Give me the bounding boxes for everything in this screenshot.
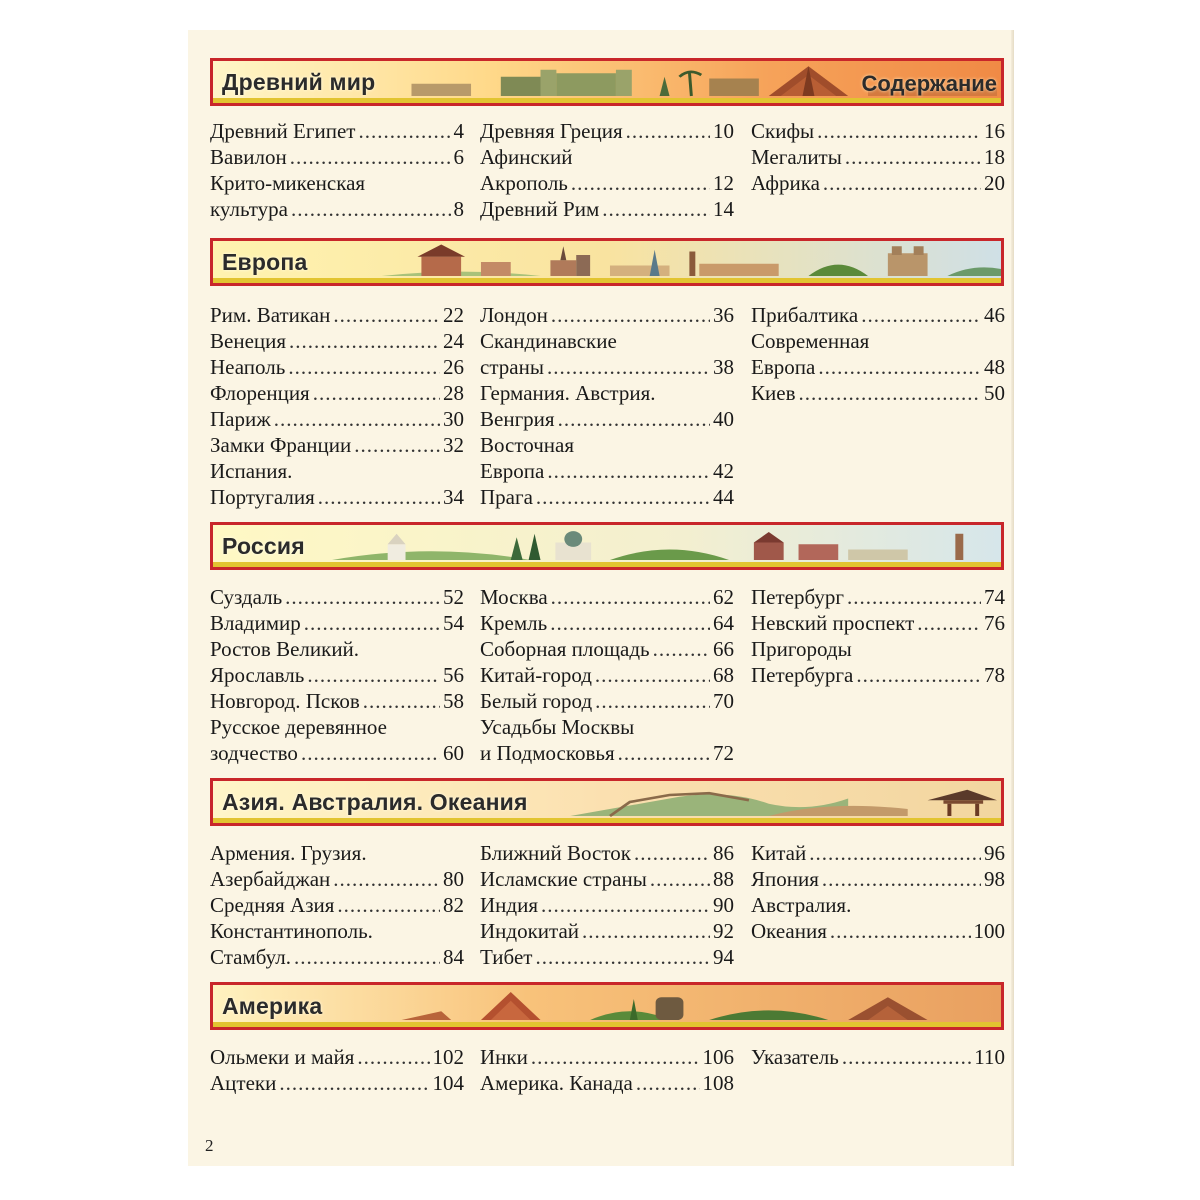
- toc-entry[interactable]: [480, 610, 734, 636]
- toc-entry[interactable]: [480, 170, 734, 196]
- toc-entry-title: страны: [480, 355, 544, 379]
- dot-leader: [558, 406, 710, 432]
- toc-entry-line: Скандинавские: [480, 329, 617, 353]
- dot-leader: [536, 484, 710, 510]
- toc-page-number: 78: [984, 663, 1005, 687]
- page-number: 2: [205, 1136, 214, 1155]
- toc-page-number: 24: [443, 329, 464, 353]
- section-banner-ancient-world: [210, 58, 1004, 106]
- dot-leader: [274, 406, 440, 432]
- section-banner-asia: [210, 778, 1004, 826]
- toc-entry-title: культура: [210, 197, 288, 221]
- toc-entry[interactable]: [751, 610, 1005, 636]
- dot-leader: [818, 354, 981, 380]
- dot-leader: [285, 584, 440, 610]
- toc-page-number: 34: [443, 485, 464, 509]
- toc-column-europe-2: [480, 302, 734, 510]
- toc-column-asia-2: [480, 840, 734, 970]
- toc-page-number: 16: [984, 119, 1005, 143]
- toc-entry-title: Замки Франции: [210, 433, 352, 457]
- toc-entry[interactable]: [480, 636, 734, 662]
- toc-entry-title: Акрополь: [480, 171, 568, 195]
- toc-entry[interactable]: [210, 328, 464, 354]
- toc-page-number: 32: [443, 433, 464, 457]
- toc-entry[interactable]: [751, 584, 1005, 610]
- toc-page-number: 60: [443, 741, 464, 765]
- toc-entry[interactable]: [751, 354, 1005, 380]
- toc-entry-title: Киев: [751, 381, 796, 405]
- toc-entry-title: Венеция: [210, 329, 287, 353]
- toc-entry-title: Новгород. Псков: [210, 689, 360, 713]
- toc-entry-title: Древний Египет: [210, 119, 356, 143]
- toc-entry-title: Петербург: [751, 585, 844, 609]
- toc-entry[interactable]: [480, 354, 734, 380]
- toc-entry[interactable]: [210, 380, 464, 406]
- toc-column-russia-2: [480, 584, 734, 766]
- toc-entry[interactable]: [210, 484, 464, 510]
- dot-leader: [358, 118, 450, 144]
- toc-entry-title: Белый город: [480, 689, 593, 713]
- dot-leader: [582, 918, 710, 944]
- dot-leader: [551, 302, 710, 328]
- toc-entry[interactable]: [480, 458, 734, 484]
- toc-entry[interactable]: [751, 866, 1005, 892]
- toc-entry-line: Афинский: [480, 145, 573, 169]
- toc-page-number: 42: [713, 459, 734, 483]
- toc-page-number: 90: [713, 893, 734, 917]
- toc-entry-title: Тибет: [480, 945, 533, 969]
- toc-page-number: 98: [984, 867, 1005, 891]
- dot-leader: [354, 432, 440, 458]
- toc-entry[interactable]: [751, 662, 1005, 688]
- toc-entry[interactable]: [480, 944, 734, 970]
- dot-leader: [636, 1070, 700, 1096]
- toc-entry[interactable]: [480, 118, 734, 144]
- toc-page-number: 106: [702, 1045, 734, 1069]
- toc-entry[interactable]: [480, 1044, 734, 1070]
- dot-leader: [357, 1044, 429, 1070]
- toc-entry-title: Рим. Ватикан: [210, 303, 331, 327]
- toc-page-number: 46: [984, 303, 1005, 327]
- toc-entry-title: Африка: [751, 171, 820, 195]
- dot-leader: [301, 740, 440, 766]
- toc-entry-title: Америка. Канада: [480, 1071, 633, 1095]
- toc-column-america-2: [480, 1044, 734, 1096]
- toc-page-number: 18: [984, 145, 1005, 169]
- toc-entry-title: Индокитай: [480, 919, 580, 943]
- dot-leader: [288, 354, 440, 380]
- dot-leader: [823, 170, 981, 196]
- toc-entry[interactable]: [210, 196, 464, 222]
- dot-leader: [304, 610, 440, 636]
- dot-leader: [289, 328, 440, 354]
- toc-entry-title: Париж: [210, 407, 271, 431]
- dot-leader: [571, 170, 710, 196]
- section-title: Америка: [222, 993, 323, 1019]
- toc-page-number: 80: [443, 867, 464, 891]
- dot-leader: [294, 944, 440, 970]
- toc-entry-title: Петербурга: [751, 663, 854, 687]
- toc-page-number: 62: [713, 585, 734, 609]
- toc-page-number: 10: [713, 119, 734, 143]
- section-title: Европа: [222, 249, 308, 275]
- dot-leader: [653, 636, 710, 662]
- toc-entry-title: Владимир: [210, 611, 301, 635]
- dot-leader: [279, 1070, 429, 1096]
- dot-leader: [917, 610, 981, 636]
- toc-page-number: 28: [443, 381, 464, 405]
- dot-leader: [618, 740, 710, 766]
- toc-entry-title: Флоренция: [210, 381, 310, 405]
- dot-leader: [307, 662, 440, 688]
- toc-entry[interactable]: [210, 302, 464, 328]
- toc-column-america-3: [751, 1044, 1005, 1070]
- dot-leader: [547, 458, 710, 484]
- toc-entry[interactable]: [751, 380, 1005, 406]
- toc-entry[interactable]: [210, 144, 464, 170]
- toc-entry-title: Древняя Греция: [480, 119, 623, 143]
- toc-column-europe-1: [210, 302, 464, 510]
- toc-entry-title: Ацтеки: [210, 1071, 277, 1095]
- toc-entry[interactable]: [480, 840, 734, 866]
- toc-page-number: 96: [984, 841, 1005, 865]
- toc-entry[interactable]: [210, 354, 464, 380]
- toc-column-russia-3: [751, 584, 1005, 688]
- toc-page-number: 64: [713, 611, 734, 635]
- toc-entry-line: Пригороды: [751, 637, 852, 661]
- toc-entry[interactable]: [480, 1070, 734, 1096]
- dot-leader: [318, 484, 440, 510]
- toc-entry-title: Китай: [751, 841, 807, 865]
- toc-page-number: 92: [713, 919, 734, 943]
- toc-entry[interactable]: [480, 892, 734, 918]
- dot-leader: [595, 688, 710, 714]
- toc-entry-title: Скифы: [751, 119, 815, 143]
- toc-entry[interactable]: [480, 196, 734, 222]
- toc-column-ancient-world-3: [751, 118, 1005, 196]
- toc-entry[interactable]: [480, 584, 734, 610]
- toc-entry-title: Соборная площадь: [480, 637, 650, 661]
- toc-page-number: 100: [973, 919, 1005, 943]
- toc-entry[interactable]: [210, 740, 464, 766]
- toc-entry-line: Крито-микенская: [210, 171, 366, 195]
- toc-entry-title: Древний Рим: [480, 197, 600, 221]
- toc-entry[interactable]: [751, 1044, 1005, 1070]
- toc-entry-title: Ближний Восток: [480, 841, 631, 865]
- dot-leader: [531, 1044, 700, 1070]
- section-banner-america: [210, 982, 1004, 1030]
- toc-column-ancient-world-2: [480, 118, 734, 222]
- toc-page-number: 36: [713, 303, 734, 327]
- toc-page-number: 82: [443, 893, 464, 917]
- toc-page-number: 76: [984, 611, 1005, 635]
- toc-page-number: 110: [974, 1045, 1005, 1069]
- toc-page-number: 58: [443, 689, 464, 713]
- toc-page-number: 14: [713, 197, 734, 221]
- america-landscape-illustration: [213, 985, 1001, 1027]
- toc-page-number: 66: [713, 637, 734, 661]
- toc-entry-title: Невский проспект: [751, 611, 915, 635]
- toc-entry-line: Современная: [751, 329, 870, 353]
- toc-entry-title: Лондон: [480, 303, 548, 327]
- toc-entry-title: Средняя Азия: [210, 893, 335, 917]
- toc-column-asia-3: [751, 840, 1005, 944]
- toc-entry-title: Стамбул.: [210, 945, 291, 969]
- toc-page-number: 86: [713, 841, 734, 865]
- dot-leader: [363, 688, 440, 714]
- toc-entry[interactable]: [210, 944, 464, 970]
- toc-entry-title: зодчество: [210, 741, 298, 765]
- toc-column-europe-3: [751, 302, 1005, 406]
- toc-entry[interactable]: [480, 688, 734, 714]
- toc-entry-title: Вавилон: [210, 145, 287, 169]
- toc-entry-title: Инки: [480, 1045, 528, 1069]
- toc-page-number: 54: [443, 611, 464, 635]
- toc-entry[interactable]: [210, 610, 464, 636]
- toc-page-number: 68: [713, 663, 734, 687]
- toc-column-russia-1: [210, 584, 464, 766]
- toc-entry[interactable]: [480, 302, 734, 328]
- dot-leader: [602, 196, 710, 222]
- toc-entry[interactable]: [210, 688, 464, 714]
- toc-page-number: 108: [702, 1071, 734, 1095]
- dot-leader: [798, 380, 981, 406]
- toc-entry[interactable]: [210, 662, 464, 688]
- toc-page-number: 8: [453, 197, 464, 221]
- toc-entry-title: Москва: [480, 585, 548, 609]
- dot-leader: [541, 892, 710, 918]
- dot-leader: [856, 662, 981, 688]
- toc-entry[interactable]: [210, 866, 464, 892]
- dot-leader: [313, 380, 440, 406]
- toc-entry-title: Океания: [751, 919, 827, 943]
- toc-page-number: 70: [713, 689, 734, 713]
- toc-page-number: 20: [984, 171, 1005, 195]
- toc-page-number: 38: [713, 355, 734, 379]
- toc-entry-line: Русское деревянное: [210, 715, 387, 739]
- toc-page-number: 104: [432, 1071, 464, 1095]
- toc-entry-title: и Подмосковья: [480, 741, 615, 765]
- toc-entry-title: Ярославль: [210, 663, 305, 687]
- toc-column-ancient-world-1: [210, 118, 464, 222]
- dot-leader: [626, 118, 710, 144]
- toc-entry-line: Армения. Грузия.: [210, 841, 367, 865]
- toc-entry-line: Константинополь.: [210, 919, 373, 943]
- toc-page-number: 12: [713, 171, 734, 195]
- toc-entry-title: Азербайджан: [210, 867, 331, 891]
- toc-entry-line: Ростов Великий.: [210, 637, 360, 661]
- toc-entry[interactable]: [751, 170, 1005, 196]
- toc-page-number: 22: [443, 303, 464, 327]
- toc-page-number: 74: [984, 585, 1005, 609]
- dot-leader: [337, 892, 440, 918]
- toc-entry-title: Венгрия: [480, 407, 555, 431]
- toc-entry-title: Неаполь: [210, 355, 286, 379]
- dot-leader: [550, 610, 710, 636]
- dot-leader: [845, 144, 981, 170]
- dot-leader: [333, 302, 440, 328]
- toc-entry[interactable]: [210, 406, 464, 432]
- toc-page-number: 44: [713, 485, 734, 509]
- europe-landscape-illustration: [213, 241, 1001, 283]
- section-title: Азия. Австралия. Океания: [222, 789, 528, 815]
- dot-leader: [595, 662, 710, 688]
- toc-entry-line: Австралия.: [751, 893, 852, 917]
- section-title: Россия: [222, 533, 305, 559]
- dot-leader: [847, 584, 981, 610]
- toc-entry[interactable]: [480, 740, 734, 766]
- toc-page-number: 52: [443, 585, 464, 609]
- toc-page-number: 88: [713, 867, 734, 891]
- toc-entry[interactable]: [480, 662, 734, 688]
- toc-page-number: 84: [443, 945, 464, 969]
- toc-page-number: 26: [443, 355, 464, 379]
- toc-entry[interactable]: [210, 892, 464, 918]
- toc-page-number: 6: [453, 145, 464, 169]
- dot-leader: [547, 354, 710, 380]
- toc-entry-title: Португалия: [210, 485, 315, 509]
- toc-entry[interactable]: [210, 584, 464, 610]
- toc-entry-title: Индия: [480, 893, 538, 917]
- russia-landscape-illustration: [213, 525, 1001, 567]
- toc-page-number: 30: [443, 407, 464, 431]
- dot-leader: [551, 584, 710, 610]
- toc-entry[interactable]: [480, 484, 734, 510]
- toc-entry-title: Кремль: [480, 611, 548, 635]
- dot-leader: [634, 840, 710, 866]
- toc-column-america-1: [210, 1044, 464, 1096]
- dot-leader: [809, 840, 981, 866]
- toc-entry[interactable]: [210, 1044, 464, 1070]
- toc-entry-title: Европа: [751, 355, 816, 379]
- dot-leader: [842, 1044, 971, 1070]
- toc-entry-line: Усадьбы Москвы: [480, 715, 635, 739]
- section-banner-russia: [210, 522, 1004, 570]
- dot-leader: [650, 866, 710, 892]
- toc-entry[interactable]: [210, 432, 464, 458]
- toc-page-number: 48: [984, 355, 1005, 379]
- dot-leader: [290, 144, 451, 170]
- section-banner-europe: [210, 238, 1004, 286]
- toc-entry-title: Прибалтика: [751, 303, 859, 327]
- toc-entry-title: Европа: [480, 459, 545, 483]
- toc-page-number: 50: [984, 381, 1005, 405]
- toc-entry-title: Суздаль: [210, 585, 283, 609]
- dot-leader: [333, 866, 440, 892]
- toc-entry-line: Испания.: [210, 459, 293, 483]
- toc-entry[interactable]: [210, 1070, 464, 1096]
- dot-leader: [817, 118, 981, 144]
- dot-leader: [861, 302, 981, 328]
- toc-entry-line: Германия. Австрия.: [480, 381, 656, 405]
- toc-entry-title: Япония: [751, 867, 819, 891]
- book-page: [188, 30, 1014, 1166]
- toc-entry-title: Указатель: [751, 1045, 839, 1069]
- toc-page-number: 72: [713, 741, 734, 765]
- toc-entry[interactable]: [751, 302, 1005, 328]
- dot-leader: [822, 866, 981, 892]
- toc-entry[interactable]: [751, 840, 1005, 866]
- toc-page-number: 94: [713, 945, 734, 969]
- toc-entry[interactable]: [751, 918, 1005, 944]
- toc-entry[interactable]: [480, 406, 734, 432]
- toc-entry[interactable]: [751, 118, 1005, 144]
- toc-entry-line: Восточная: [480, 433, 574, 457]
- toc-entry-title: Китай-город: [480, 663, 592, 687]
- toc-page-number: 56: [443, 663, 464, 687]
- toc-entry-title: Ольмеки и майя: [210, 1045, 355, 1069]
- page-title: Содержание: [861, 71, 997, 96]
- toc-column-asia-1: [210, 840, 464, 970]
- dot-leader: [291, 196, 451, 222]
- section-title: Древний мир: [222, 69, 376, 95]
- toc-entry[interactable]: [480, 866, 734, 892]
- dot-leader: [535, 944, 710, 970]
- toc-entry-title: Мегалиты: [751, 145, 842, 169]
- toc-page-number: 4: [453, 119, 464, 143]
- dot-leader: [830, 918, 971, 944]
- toc-entry[interactable]: [751, 144, 1005, 170]
- toc-page-number: 102: [432, 1045, 464, 1069]
- toc-entry-title: Исламские страны: [480, 867, 647, 891]
- toc-page-number: 40: [713, 407, 734, 431]
- toc-entry[interactable]: [210, 118, 464, 144]
- toc-entry-title: Прага: [480, 485, 533, 509]
- toc-entry[interactable]: [480, 918, 734, 944]
